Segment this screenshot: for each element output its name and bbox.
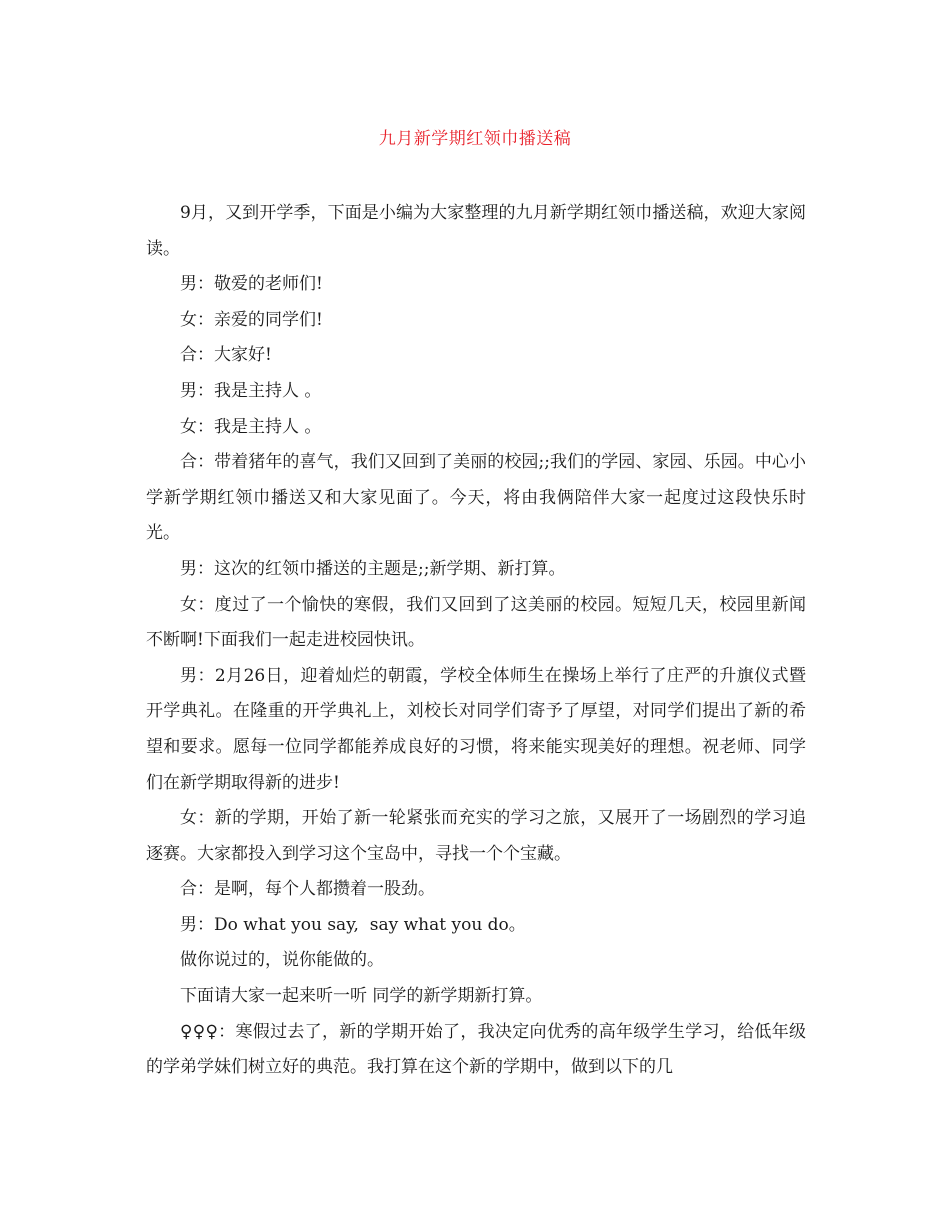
paragraph-male-quote: 男：Do what you say, say what you do。 bbox=[180, 914, 526, 935]
paragraph-student-intro: 下面请大家一起来听一听 同学的新学期新打算。 bbox=[180, 986, 543, 1007]
paragraph-female-greeting: 女：亲爱的同学们! bbox=[180, 309, 323, 330]
document-body bbox=[146, 196, 806, 1086]
document-title: 九月新学期红领巾播送稿 bbox=[378, 129, 572, 149]
paragraph-intro: 9月，又到开学季，下面是小编为大家整理的九月新学期红领巾播送稿，欢迎大家阅读。 bbox=[146, 203, 806, 259]
paragraph-male-greeting: 男：敬爱的老师们! bbox=[180, 274, 323, 295]
paragraph-together-effort: 合：是啊，每个人都攒着一股劲。 bbox=[180, 879, 435, 900]
paragraph-male-ceremony: 男：2月26日，迎着灿烂的朝霞，学校全体师生在操场上举行了庄严的升旗仪式暨开学典礼。在隆重的开学典礼上，刘校长对同学们寄予了厚望，对同学们提出了新的希望和要求。愿每一位同学都能养成良好的习惯，将来能实现美好的理想。祝老师、同学们在新学期取得新的进步! bbox=[146, 665, 806, 793]
paragraph-male-host: 男：我是主持人 。 bbox=[180, 380, 322, 401]
paragraph-together-greeting: 合：大家好! bbox=[180, 345, 272, 366]
paragraph-female-news-intro: 女：度过了一个愉快的寒假，我们又回到了这美丽的校园。短短几天，校园里新闻不断啊!下面我们一起走进校园快讯。 bbox=[146, 594, 806, 651]
paragraph-male-theme: 男：这次的红领巾播送的主题是;;新学期、新打算。 bbox=[180, 558, 566, 579]
paragraph-together-opening: 合：带着猪年的喜气，我们又回到了美丽的校园;;我们的学园、家园、乐园。中心小学新学期红领巾播送又和大家见面了。今天，将由我俩陪伴大家一起度过这段快乐时光。 bbox=[146, 452, 806, 544]
paragraph-quote-translation: 做你说过的，说你能做的。 bbox=[180, 950, 384, 971]
paragraph-female-host: 女：我是主持人 。 bbox=[180, 416, 322, 437]
paragraph-female-study: 女：新的学期，开始了新一轮紧张而充实的学习之旅，又展开了一场剧烈的学习追逐赛。大家都投入到学习这个宝岛中，寻找一个个宝藏。 bbox=[146, 808, 806, 864]
paragraph-student-plan: ♀♀♀：寒假过去了，新的学期开始了，我决定向优秀的高年级学生学习，给低年级的学弟学妹们树立好的典范。我打算在这个新的学期中，做到以下的几 bbox=[146, 1021, 806, 1078]
